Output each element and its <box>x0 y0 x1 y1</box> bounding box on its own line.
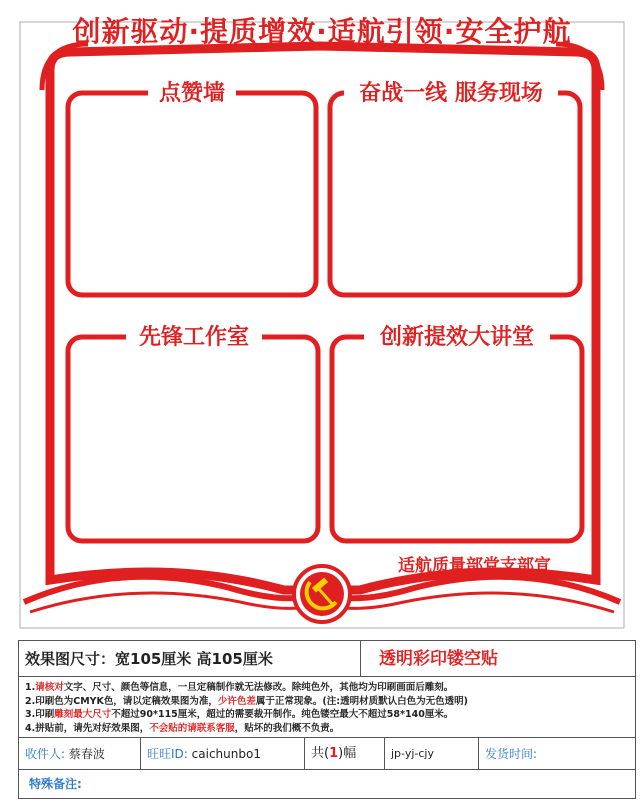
customer-row <box>19 738 635 770</box>
note-highlight: 不会贴的请联系客服 <box>149 722 235 734</box>
note-text: 拼贴前，请先对好效果图， <box>35 722 150 734</box>
wangwang-label: 旺旺ID: <box>147 747 188 761</box>
count-prefix: 共( <box>311 746 330 761</box>
count-cell <box>305 738 385 769</box>
department-signature: 适航质量部党支部宣 <box>398 556 551 576</box>
note-text: ，贴坏的我们概不负责。 <box>234 722 340 734</box>
panel-frame-4 <box>332 337 582 541</box>
note-highlight: 请核对 <box>35 682 64 693</box>
panel-title-lecture-hall: 创新提效大讲堂 <box>364 322 550 354</box>
notes-block <box>19 677 474 737</box>
note-number: 1. <box>25 682 36 693</box>
remarks-label: 特殊备注: <box>29 777 82 791</box>
note-number: 4. <box>25 722 36 734</box>
size-spec: 效果图尺寸：宽105厘米 高105厘米 <box>19 641 361 676</box>
remarks-row <box>19 770 635 798</box>
order-info-table <box>18 640 636 799</box>
hammer-sickle-icon <box>294 566 350 622</box>
panel-frame-3 <box>68 337 318 541</box>
count-value: 1 <box>329 746 339 761</box>
note-text: 印刷色为CMYK色，请以定稿效果图为准， <box>35 695 218 707</box>
note-1 <box>25 681 468 695</box>
panel-title-pioneer-studio: 先锋工作室 <box>126 322 262 354</box>
panel-frame-1 <box>68 93 316 295</box>
note-4 <box>25 722 468 736</box>
notes-row <box>19 677 635 738</box>
note-2 <box>25 695 468 709</box>
recipient-label: 收件人: <box>25 747 66 761</box>
note-highlight: 雕刻最大尺寸 <box>54 709 112 720</box>
note-highlight: 少许色差 <box>217 695 256 707</box>
note-text: 文字、尺寸、颜色等信息，一旦定稿制作就无法修改。除纯色外，其他均为印刷画面后雕刻。 <box>63 682 454 693</box>
main-title: 创新驱动·提质增效·适航引领·安全护航 <box>72 15 572 48</box>
wangwang-cell <box>141 738 305 769</box>
code-cell: jp-yj-cjy <box>385 738 479 769</box>
outer-frame <box>50 46 596 590</box>
wangwang-value: caichunbo1 <box>191 747 261 761</box>
panel-title-frontline: 奋战一线 服务现场 <box>344 78 558 110</box>
note-number: 2. <box>25 695 36 707</box>
note-number: 3. <box>25 709 36 720</box>
panel-title-like-wall: 点赞墙 <box>148 78 236 110</box>
count-suffix: )幅 <box>338 746 357 761</box>
note-text: 印刷 <box>35 709 55 720</box>
note-text: 属于正常现象。(注:透明材质默认白色为无色透明) <box>255 695 468 707</box>
product-type: 透明彩印镂空贴 <box>379 649 498 669</box>
ship-time-cell: 发货时间: <box>485 747 538 761</box>
spec-row <box>19 641 635 677</box>
panel-frame-2 <box>330 93 580 295</box>
note-text: 不超过90*115厘米，超过的需要裁开制作。纯色镂空最大不超过58*140厘米。 <box>111 709 454 720</box>
note-3 <box>25 708 468 722</box>
recipient-value: 蔡春波 <box>68 747 105 761</box>
recipient-cell <box>19 738 141 769</box>
